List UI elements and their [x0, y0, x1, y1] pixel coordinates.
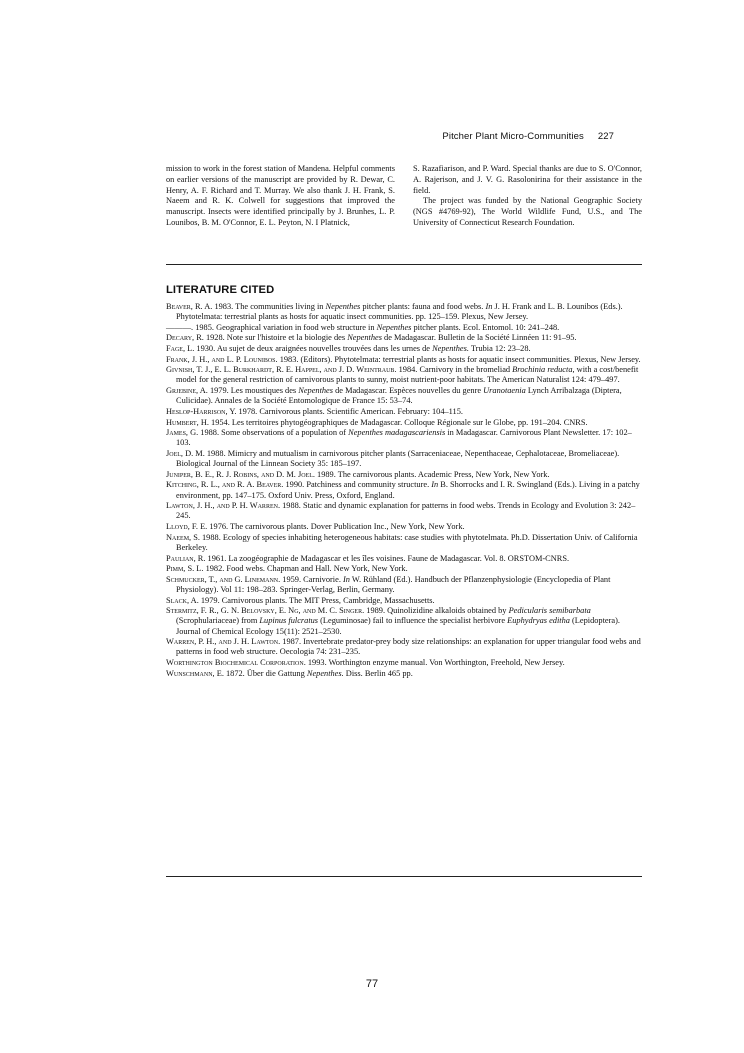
- reference-entry: [166, 449, 642, 470]
- left-column: [166, 164, 395, 229]
- reference-entry: [166, 522, 642, 532]
- reference-entry: [166, 386, 642, 407]
- reference-text: 1990. Patchiness and community structure.: [283, 480, 432, 490]
- reference-entry: [166, 554, 642, 564]
- paragraph: S. Razafiarison, and P. Ward. Special thanks are due to S. O'Connor, A. Rajerison, and J. V. G. Rasolonirina for their assistance in the field.: [413, 164, 642, 195]
- reference-entry: [166, 480, 642, 501]
- reference-text: (Leguminosae) fail to influence the specialist herbivore: [318, 616, 508, 626]
- reference-authors: Stermitz, F. R., G. N. Belovsky, E. Ng, and M. C. Singer.: [166, 606, 365, 616]
- reference-text: (Scrophulariaceae) from: [176, 616, 260, 626]
- reference-text: W. Rühland (Ed.). Handbuch der Pflanzenphysiologie (Encyclopedia of Plant Physiology). Vol 11: 198–283. Springer-Verlag, Berlin, Germany.: [176, 574, 611, 594]
- reference-list: [166, 302, 642, 679]
- reference-authors: Beaver, R. A.: [166, 302, 213, 311]
- reference-text: 1954. Les territoires phytogéographiques de Madagascar. Colloque Régionale sur le Globe, pp. 191–204. CNRS.: [208, 417, 588, 427]
- reference-text: 1872. Über die Gattung: [223, 668, 307, 678]
- reference-entry: [166, 637, 642, 658]
- reference-text: Trubia 12: 23–28.: [468, 344, 531, 354]
- reference-entry: [166, 418, 642, 428]
- reference-text: in Madagascar. Carnivorous Plant Newsletter. 17: 102–103.: [176, 428, 632, 448]
- reference-text: 1993. Worthington enzyme manual. Von Worthington, Freehold, New Jersey.: [305, 658, 565, 668]
- reference-text: 1988. Some observations of a population of: [198, 428, 349, 438]
- paragraph: The project was funded by the National Geographic Society (NGS #4769-92), The World Wildlife Fund, U.S., and The University of Connecticut Research Foundation.: [413, 196, 642, 227]
- reference-text: 1988. Mimicry and mutualism in carnivorous pitcher plants (Sarraceniaceae, Nepenthaceae, Cephalotaceae, Bromeliaceae). Biological Journal of the Linnean Society 35: 185–197.: [176, 448, 620, 469]
- reference-entry: [166, 355, 642, 365]
- reference-authors: Lloyd, F. E.: [166, 522, 208, 532]
- reference-authors: Kitching, R. L., and R. A. Beaver.: [166, 480, 284, 490]
- reference-entry: [166, 470, 642, 480]
- reference-text: pitcher plants: fauna and food webs.: [360, 302, 486, 311]
- reference-entry: [166, 596, 642, 606]
- reference-entry: [166, 333, 642, 343]
- reference-entry: [166, 669, 642, 679]
- reference-text: 1987. Invertebrate predator-prey body size relationships: an explanation for upper triangular food webs and patterns in food web structure. Oecologia 74: 231–235.: [176, 637, 641, 657]
- reference-authors: Juniper, B. E., R. J. Robins, and D. M. Joel.: [166, 469, 315, 479]
- reference-text: 1988. Static and dynamic explanation for patterns in food webs. Trends in Ecology and Evolution 3: 242–245.: [176, 501, 636, 521]
- reference-authors: Grjebine, A.: [166, 386, 208, 396]
- divider: [166, 876, 642, 877]
- paragraph: mission to work in the forest station of Mandena. Helpful comments on earlier versions of the manuscript are provided by R. Dewar, C. Henry, A. F. Richard and T. Murray. We also thank J. H. Frank, S. Naeem and R. K. Colwell for suggestions that improved the manuscript. Insects were identified principally by J. Brunhes, L. P. Lounibos, B. M. O'Connor, E. L. Peyton, N. I Platnick,: [166, 164, 395, 227]
- reference-italic: Nepenthes: [347, 333, 382, 343]
- reference-text: 1979. Carnivorous plants. The MIT Press, Cambridge, Massachusetts.: [198, 595, 435, 605]
- reference-text: (Lepidoptera). Journal of Chemical Ecology 15(11): 2521–2530.: [176, 616, 620, 636]
- reference-text: de Madagascar. Espèces nouvelles du genre: [333, 386, 484, 396]
- reference-authors: Humbert, H.: [166, 417, 209, 427]
- reference-entry: [166, 323, 642, 333]
- reference-authors: Heslop-Harrison, Y.: [166, 406, 237, 416]
- section-heading: LITERATURE CITED: [166, 284, 275, 296]
- reference-italic: Nepenthes.: [306, 668, 344, 678]
- reference-text: 1976. The carnivorous plants. Dover Publication Inc., New York, New York.: [207, 522, 465, 532]
- reference-text: 1985. Geographical variation in food web structure in: [193, 322, 377, 332]
- reference-italic: Euphydryas editha: [507, 616, 570, 626]
- reference-entry: [166, 533, 642, 554]
- reference-entry: [166, 658, 642, 668]
- reference-authors: Naeem, S.: [166, 532, 200, 542]
- reference-entry: [166, 606, 642, 637]
- reference-authors: Decary, R.: [166, 333, 204, 343]
- reference-text: 1989. Quinolizidine alkaloids obtained by: [364, 606, 509, 616]
- reference-text: de Madagascar. Bulletin de la Société Linnéen 11: 91–95.: [381, 333, 577, 343]
- reference-authors: Worthington Biochemical Corporation.: [166, 658, 306, 668]
- reference-italic: In: [343, 574, 350, 584]
- reference-text: 1988. Ecology of species inhabiting heterogeneous habitats: case studies with phytotelmata. Ph.D. Dissertation Univ. of California Berkeley.: [176, 532, 638, 552]
- reference-text: pitcher plants. Ecol. Entomol. 10: 241–248.: [411, 322, 560, 332]
- reference-italic: Nepenthes: [298, 386, 334, 396]
- reference-italic: Lupinus fulcratus: [259, 616, 319, 626]
- reference-entry: [166, 407, 642, 417]
- reference-authors: Paulian, R.: [166, 553, 206, 563]
- reference-authors: ———.: [166, 322, 194, 332]
- reference-italic: Nepenthes: [376, 322, 412, 332]
- reference-italic: Nepenthes.: [432, 344, 469, 354]
- reference-italic: In: [485, 302, 493, 311]
- reference-text: 1959. Carnivorie.: [280, 574, 344, 584]
- body-text: [166, 164, 642, 229]
- reference-text: 1961. La zoogéographie de Madagascar et les îles voisines. Faune de Madagascar. Vol. 8. ORSTOM-CNRS.: [205, 553, 570, 563]
- reference-authors: Schmucker, T., and G. Linemann.: [166, 574, 281, 584]
- reference-text: Lynch Arribalzaga (Diptera, Culicidae). Annales de la Société Entomologique de France 15: 53–74.: [176, 386, 622, 406]
- reference-authors: Givnish, T. J., E. L. Burkhardt, R. E. Happel, and J. D. Weintraub.: [166, 365, 397, 375]
- divider: [166, 264, 642, 265]
- reference-text: J. H. Frank and L. B. Lounibos (Eds.). Phytotelmata: terrestrial plants as hosts for aquatic insect communities. pp. 125–159. Plexus, New Jersey.: [176, 302, 623, 322]
- reference-text: Diss. Berlin 465 pp.: [343, 668, 413, 678]
- reference-entry: [166, 575, 642, 596]
- page-number: 227: [597, 131, 614, 142]
- reference-entry: [166, 501, 642, 522]
- reference-authors: Wunschmann, E.: [166, 668, 224, 678]
- reference-italic: Nepenthes madagascariensis: [348, 428, 446, 438]
- reference-text: 1979. Les moustiques des: [207, 386, 299, 396]
- reference-entry: [166, 302, 642, 323]
- reference-text: 1983. The communities living in: [212, 302, 326, 311]
- reference-authors: Lawton, J. H., and P. H. Warren.: [166, 501, 281, 511]
- reference-text: 1928. Note sur l'histoire et la biologie des: [203, 333, 348, 343]
- reference-italic: Pedicularis semibarbata: [508, 606, 591, 616]
- folio: 77: [365, 978, 379, 990]
- reference-text: 1983. (Editors). Phytotelmata: terrestrial plants as hosts for aquatic insect communities. Plexus, New Jersey.: [277, 354, 641, 364]
- reference-italic: Uranotaenia: [483, 386, 526, 396]
- reference-authors: Warren, P. H., and J. H. Lawton.: [166, 637, 281, 647]
- reference-text: , with a cost/benefit model for the general restriction of carnivorous plants to sunny, moist nutrient-poor habitats. The American Naturalist 124: 479–497.: [176, 365, 639, 385]
- reference-entry: [166, 564, 642, 574]
- reference-text: 1984. Carnivory in the bromeliad: [396, 365, 513, 375]
- reference-entry: [166, 365, 642, 386]
- reference-entry: [166, 344, 642, 354]
- reference-italic: Brochinia reducta: [512, 365, 573, 375]
- reference-italic: In: [431, 480, 439, 490]
- reference-authors: Pimm, S. L.: [166, 564, 204, 574]
- reference-entry: [166, 428, 642, 449]
- reference-text: 1930. Au sujet de deux araignées nouvelles trouvées dans les urnes de: [194, 344, 433, 354]
- running-head: [442, 131, 614, 142]
- reference-italic: Nepenthes: [325, 302, 361, 311]
- reference-text: 1982. Food webs. Chapman and Hall. New York, New York.: [203, 564, 408, 574]
- reference-authors: Fage, L.: [166, 344, 195, 354]
- reference-authors: Joel, D. M.: [166, 448, 205, 458]
- reference-text: B. Shorrocks and I. R. Swingland (Eds.). Living in a patchy environment, pp. 147–175. Oxford Univ. Press, Oxford, England.: [176, 480, 640, 500]
- right-column: [413, 164, 642, 229]
- reference-authors: Slack, A.: [166, 595, 199, 605]
- reference-authors: James, G.: [166, 428, 199, 438]
- reference-text: 1978. Carnivorous plants. Scientific American. February: 104–115.: [236, 406, 463, 416]
- reference-authors: Frank, J. H., and L. P. Lounibos.: [166, 354, 278, 364]
- running-title: Pitcher Plant Micro-Communities: [442, 131, 584, 142]
- reference-text: 1989. The carnivorous plants. Academic Press, New York, New York.: [314, 469, 550, 479]
